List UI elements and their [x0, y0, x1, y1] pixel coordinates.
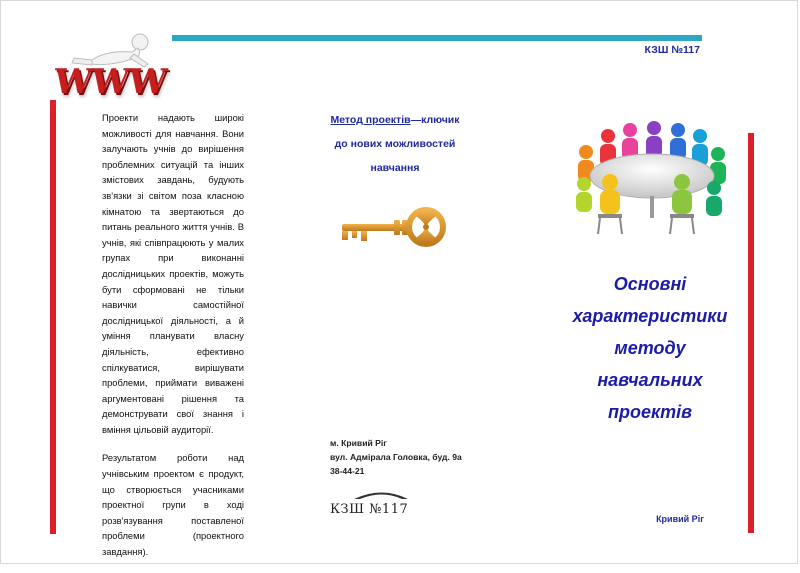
title-line: характеристики — [572, 306, 728, 326]
right-accent-bar — [748, 133, 754, 533]
result-paragraph: Результатом роботи над учнівським проектом є продукт, що створюється учасниками проектної групи в ході розв'язування поставленої проблеми (проектного завдання). — [102, 452, 244, 558]
address-block — [330, 436, 490, 478]
brochure-title — [560, 268, 740, 428]
left-column-text — [102, 110, 244, 573]
www-logo-text: WWW — [51, 62, 168, 102]
top-accent-bar — [172, 35, 702, 41]
title-line-3: навчання — [370, 162, 420, 174]
people-round-table-icon — [566, 118, 736, 244]
school-mark — [330, 488, 450, 520]
city-label: Кривий Ріг — [656, 514, 704, 524]
title-line: Основні — [613, 274, 687, 294]
address-city: м. Кривий Ріг — [330, 438, 387, 448]
golden-key-icon — [336, 196, 446, 258]
left-accent-bar — [50, 100, 56, 534]
title-line-2: до нових можливостей — [334, 138, 456, 150]
school-code-header: КЗШ №117 — [644, 44, 700, 56]
title-rest: —ключик — [410, 114, 460, 126]
title-line: проектів — [608, 402, 692, 422]
middle-title — [315, 108, 475, 180]
address-phone: 38-44-21 — [330, 466, 365, 476]
www-logo — [51, 30, 168, 102]
title-line: методу — [614, 338, 686, 358]
address-street: вул. Адмірала Головка, буд. 9а — [330, 452, 462, 462]
title-underlined: Метод проектів — [330, 114, 411, 126]
intro-paragraph: Проекти надають широкі можливості для навчання. Вони залучають учнів до вирішення проблемних ситуацій та інших змістових завдань, будують зв'язки зі світом поза класною кімнатою та звертаються до питань реального життя учнів. В учнів, які співпрацюють у малих групах при виконанні дослідницьких проектів, можуть бути сформовані не тільки навички самостійної дослідницької діяльності, а й уміння планувати власну діяльність, ефективно спілкуватися, вирішувати проблеми, приймати виважені аргументовані рішення та демонструвати свої знання і вміння цільовій аудиторії. — [102, 112, 244, 435]
title-line: навчальних — [597, 370, 703, 390]
roof-mark-icon — [352, 488, 410, 500]
school-mark-text: КЗШ №117 — [330, 502, 409, 517]
